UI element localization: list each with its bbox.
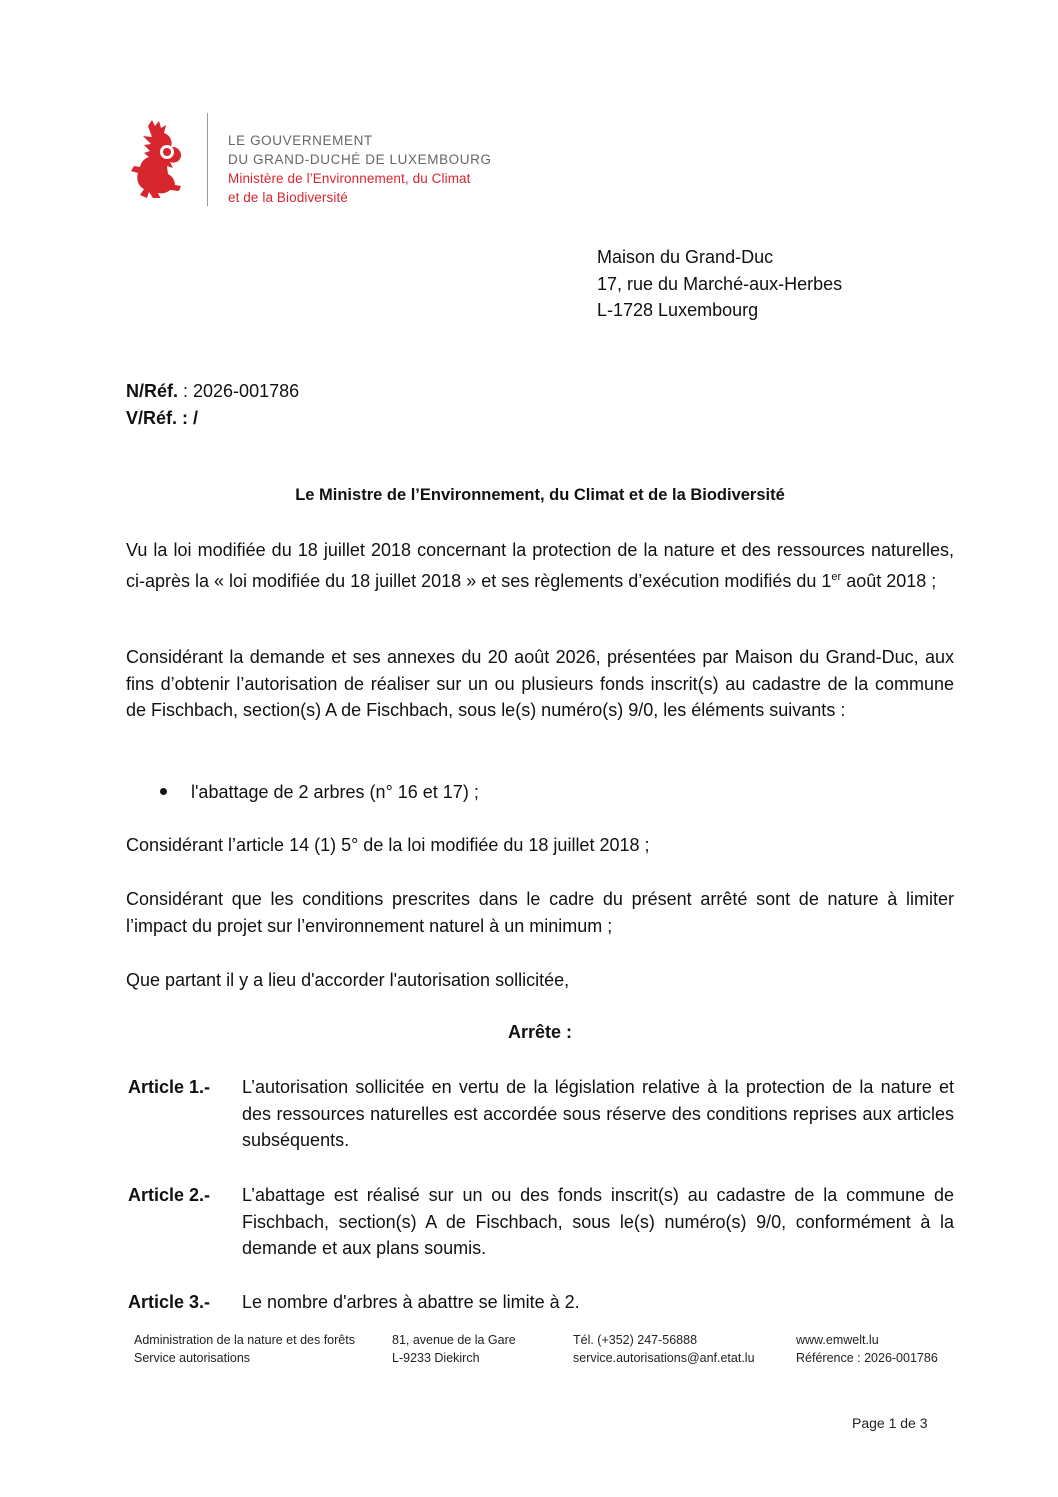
footer-street: 81, avenue de la Gare [392,1333,516,1347]
arrete-heading: Arrête : [507,1022,573,1042]
article-label: Article 3.- [128,1292,211,1312]
your-reference: V/Réf. : / [126,407,199,428]
footer-email-link[interactable]: service.autorisations@anf.etat.lu [573,1351,755,1365]
footer-city: L-9233 Diekirch [392,1351,480,1365]
gov-line-1: LE GOUVERNEMENT [228,133,373,148]
article-text: L’abattage est réalisé sur un ou des fonds inscrit(s) au cadastre de la commune de Fischbach, section(s) A de Fischbach, sous le(s) numéro(s) 9/0, conformément à la demande et aux plans soumis. [242,1185,954,1258]
footer-website-link[interactable]: www.emwelt.lu [796,1333,879,1347]
recipient-street: 17, rue du Marché-aux-Herbes [597,273,843,294]
footer-contact [573,1331,755,1367]
our-reference [126,378,299,405]
our-reference-label: N/Réf. [126,381,179,401]
footer-address [392,1331,516,1367]
list-item-text: l'abattage de 2 arbres (n° 16 et 17) ; [191,782,479,802]
article-3 [126,1289,954,1316]
footer-service: Service autorisations [134,1351,251,1365]
our-reference-value: : 2026-001786 [178,381,300,401]
paragraph-que-partant: Que partant il y a lieu d'accorder l'autorisation sollicitée, [126,970,570,990]
header-divider [207,113,208,206]
paragraph-considerant-conditions: Considérant que les conditions prescrites dans le cadre du présent arrêté sont de nature à limiter l’impact du projet sur l’environnement naturel à un minimum ; [126,889,954,936]
footer-web [796,1331,938,1367]
footer-admin-name: Administration de la nature et des forêts [134,1333,355,1347]
article-2 [126,1182,954,1262]
luxembourg-lion-icon [130,120,192,198]
recipient-name: Maison du Grand-Duc [597,247,774,267]
footer-reference: Référence : 2026-001786 [796,1351,938,1365]
paragraph-considerant-article: Considérant l’article 14 (1) 5° de la loi modifiée du 18 juillet 2018 ; [126,835,650,855]
bullet-icon [160,788,167,795]
list-item [160,779,479,806]
references [126,378,299,431]
page-number: Page 1 de 3 [852,1415,928,1431]
footer-administration [134,1331,355,1367]
recipient-city: L-1728 Luxembourg [597,300,759,320]
article-label: Article 2.- [128,1185,211,1205]
footer-phone: Tél. (+352) 247-56888 [573,1333,698,1347]
government-block [228,131,492,207]
article-1 [126,1074,954,1154]
paragraph-considerant-demande: Considérant la demande et ses annexes du 20 août 2026, présentées par Maison du Grand-Duc, aux fins d’obtenir l’autorisation de réaliser sur un ou plusieurs fonds inscrit(s) au cadastre de la commune de Fischbach, section(s) A de Fischbach, sous le(s) numéro(s) 9/0, les éléments suivants : [126,647,954,720]
article-text: L’autorisation sollicitée en vertu de la législation relative à la protection de la nature et des ressources naturelles est accordée sous réserve des conditions reprises aux articles subséquents. [242,1077,954,1150]
article-label: Article 1.- [128,1077,211,1097]
ministry-line-2: et de la Biodiversité [228,190,348,205]
paragraph-vu-la-loi: Vu la loi modifiée du 18 juillet 2018 concernant la protection de la nature et des ressources naturelles, ci-après la « loi modifiée du 18 juillet 2018 » et ses règlements d’exécution modifiés du 1er août 2018 ; [126,540,954,591]
document-title: Le Ministre de l’Environnement, du Climat et de la Biodiversité [295,486,785,504]
gov-line-2: DU GRAND-DUCHÉ DE LUXEMBOURG [228,152,492,167]
article-text: Le nombre d'arbres à abattre se limite à 2. [242,1292,580,1312]
ministry-line-1: Ministère de l’Environnement, du Climat [228,171,471,186]
recipient-address [597,244,842,324]
